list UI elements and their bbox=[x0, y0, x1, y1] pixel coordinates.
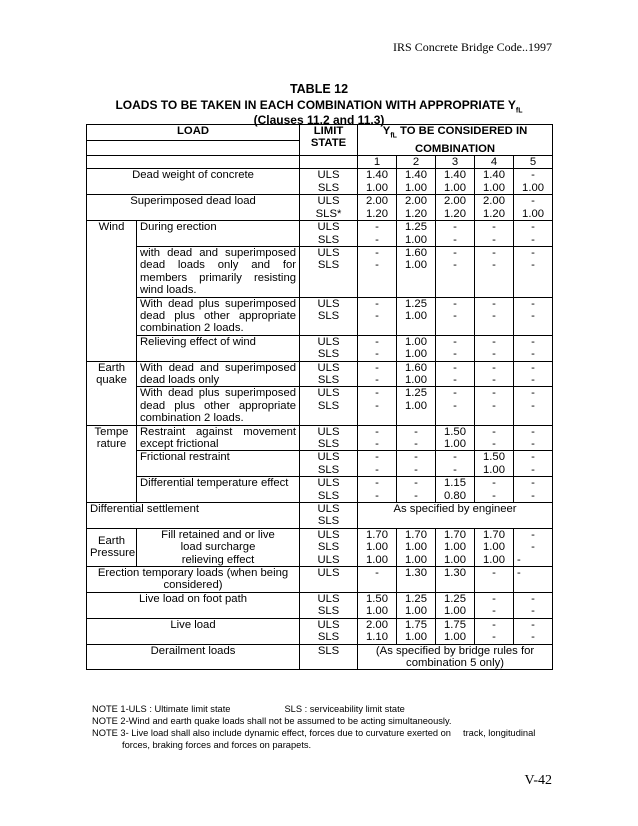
value-cell: 2.00 1.20 bbox=[358, 195, 397, 221]
table-row bbox=[87, 503, 553, 529]
loads-table bbox=[86, 124, 553, 670]
table-row bbox=[87, 528, 553, 553]
value-cell: 1.00 bbox=[475, 554, 514, 567]
table-row bbox=[87, 477, 553, 503]
value-cell: 1.30 bbox=[436, 567, 475, 593]
value-cell: 1.30 bbox=[397, 567, 436, 593]
value-cell: - bbox=[475, 567, 514, 593]
value-cell: 1.70 1.00 bbox=[475, 528, 514, 553]
value-cell: 1.50 1.00 bbox=[475, 451, 514, 477]
load-label: Derailment loads bbox=[87, 644, 300, 670]
table-row bbox=[87, 567, 553, 593]
value-cell: 2.00 1.20 bbox=[436, 195, 475, 221]
value-cell: - - bbox=[436, 335, 475, 361]
value-cell: - - bbox=[514, 425, 553, 451]
value-cell: 1.50 1.00 bbox=[436, 425, 475, 451]
table-row bbox=[87, 246, 553, 297]
table-row bbox=[87, 592, 553, 618]
load-label: Dead weight of concrete bbox=[87, 169, 300, 195]
table-subtitle: LOADS TO BE TAKEN IN EACH COMBINATION WITH APPROPRIATE $Y_{fL}$ bbox=[115, 98, 523, 115]
value-cell: - 1.00 bbox=[514, 169, 553, 195]
value-cell: - - bbox=[514, 618, 553, 644]
table-row bbox=[87, 221, 553, 247]
load-label: Live load on foot path bbox=[87, 592, 300, 618]
value-cell: - - bbox=[475, 297, 514, 335]
page-header: IRS Concrete Bridge Code..1997 bbox=[393, 40, 552, 54]
table-row bbox=[87, 169, 553, 195]
value-cell: 2.00 1.20 bbox=[397, 195, 436, 221]
combination-2: 2 bbox=[397, 156, 436, 169]
value-cell: - - bbox=[358, 477, 397, 503]
notes bbox=[92, 703, 552, 751]
value-cell: - - bbox=[436, 387, 475, 425]
combination-number-row bbox=[87, 156, 553, 169]
group-earthquake: Earth quake bbox=[87, 361, 137, 425]
value-cell: - - bbox=[475, 477, 514, 503]
load-label: Differential temperature effect bbox=[137, 477, 300, 503]
value-cell: 1.75 1.00 bbox=[397, 618, 436, 644]
load-header: LOAD bbox=[87, 125, 300, 141]
value-cell: - - bbox=[397, 477, 436, 503]
value-cell: - - bbox=[475, 592, 514, 618]
group-temperature: Tempe rature bbox=[87, 425, 137, 502]
load-label: During erection bbox=[137, 221, 300, 247]
value-cell: 1.25 1.00 bbox=[397, 592, 436, 618]
value-cell: 1.70 1.00 bbox=[397, 528, 436, 553]
group-earth-pressure: Earth Pressure bbox=[87, 528, 137, 566]
combination-1: 1 bbox=[358, 156, 397, 169]
combination-3: 3 bbox=[436, 156, 475, 169]
load-label: Restraint against movement except frictional bbox=[137, 425, 300, 451]
limit-state: ULS SLS bbox=[300, 246, 358, 297]
value-cell: 1.00 1.00 bbox=[397, 335, 436, 361]
load-label: With dead plus superimposed dead plus other appropriate combination 2 loads. bbox=[137, 297, 300, 335]
header-row bbox=[87, 125, 553, 141]
value-cell: 1.60 1.00 bbox=[397, 246, 436, 297]
limit-state: ULS SLS* bbox=[300, 195, 358, 221]
table-row bbox=[87, 387, 553, 425]
limit-state: ULS SLS bbox=[300, 297, 358, 335]
table-row bbox=[87, 335, 553, 361]
table-row bbox=[87, 451, 553, 477]
table-row bbox=[87, 644, 553, 670]
value-cell: - - bbox=[358, 387, 397, 425]
value-cell: - - bbox=[436, 361, 475, 387]
limit-state: ULS SLS bbox=[300, 361, 358, 387]
value-cell: 1.00 bbox=[397, 554, 436, 567]
value-cell: - - bbox=[397, 425, 436, 451]
value-cell: - - bbox=[358, 297, 397, 335]
limit-state-header: LIMIT STATE bbox=[300, 125, 358, 156]
value-cell: 1.40 1.00 bbox=[475, 169, 514, 195]
value-cell: - - bbox=[475, 425, 514, 451]
limit-state: ULS SLS bbox=[300, 592, 358, 618]
load-label: Relieving effect of wind bbox=[137, 335, 300, 361]
load-header-blank bbox=[87, 140, 300, 156]
value-cell: 1.25 1.00 bbox=[397, 297, 436, 335]
value-cell: - - bbox=[436, 297, 475, 335]
value-cell: 1.75 1.00 bbox=[436, 618, 475, 644]
value-cell: - - bbox=[514, 477, 553, 503]
value-cell: - - bbox=[475, 361, 514, 387]
limit-state: ULS bbox=[300, 567, 358, 593]
value-cell: - bbox=[514, 567, 553, 593]
value-cell: - - bbox=[514, 335, 553, 361]
value-cell: 1.25 1.00 bbox=[436, 592, 475, 618]
value-cell: 1.00 bbox=[436, 554, 475, 567]
value-cell: - - bbox=[475, 387, 514, 425]
note-3: NOTE 3- Live load shall also include dynamic effect, forces due to curvature exerted on track, longitudinal bbox=[92, 728, 536, 738]
value-cell: - - bbox=[358, 246, 397, 297]
load-label: Erection temporary loads (when being considered) bbox=[87, 567, 300, 593]
load-label: Fill retained and or live load surcharge bbox=[137, 528, 300, 553]
limit-state: ULS SLS bbox=[300, 503, 358, 529]
load-label: Live load bbox=[87, 618, 300, 644]
limit-state: ULS SLS bbox=[300, 451, 358, 477]
value-cell: - - bbox=[514, 451, 553, 477]
limit-state: SLS bbox=[300, 644, 358, 670]
value-cell: - - bbox=[436, 451, 475, 477]
value-cell: - - bbox=[358, 451, 397, 477]
limit-state: ULS SLS bbox=[300, 425, 358, 451]
value-cell: - - bbox=[358, 361, 397, 387]
combination-5: 5 bbox=[514, 156, 553, 169]
value-cell: 1.25 1.00 bbox=[397, 387, 436, 425]
limit-state: ULS SLS bbox=[300, 387, 358, 425]
table-row bbox=[87, 618, 553, 644]
load-label: Differential settlement bbox=[87, 503, 300, 529]
value-cell: - - bbox=[358, 425, 397, 451]
table-row bbox=[87, 361, 553, 387]
note-3-continued: forces, braking forces and forces on parapets. bbox=[122, 740, 312, 750]
value-cell: - - bbox=[358, 335, 397, 361]
value-cell: - - bbox=[475, 246, 514, 297]
value-cell: - - bbox=[514, 246, 553, 297]
value-cell: - - bbox=[514, 592, 553, 618]
value-cell: - - bbox=[514, 528, 553, 553]
limit-state: ULS SLS bbox=[300, 335, 358, 361]
combination-4: 4 bbox=[475, 156, 514, 169]
gamma-header: $Y_{fL}$ TO BE CONSIDERED IN COMBINATION bbox=[358, 125, 553, 156]
value-cell: 1.40 1.00 bbox=[397, 169, 436, 195]
value-cell: - - bbox=[475, 221, 514, 247]
value-cell: 1.15 0.80 bbox=[436, 477, 475, 503]
value-cell: - - bbox=[514, 297, 553, 335]
value-cell: - - bbox=[436, 246, 475, 297]
load-label: Superimposed dead load bbox=[87, 195, 300, 221]
load-label: relieving effect bbox=[137, 554, 300, 567]
table-row bbox=[87, 195, 553, 221]
span-note: As specified by engineer bbox=[358, 503, 553, 529]
value-cell: 1.50 1.00 bbox=[358, 592, 397, 618]
note-1: NOTE 1-ULS : Ultimate limit state SLS : serviceability limit state bbox=[92, 704, 405, 714]
limit-state: ULS SLS bbox=[300, 169, 358, 195]
table-row bbox=[87, 297, 553, 335]
value-cell: - - bbox=[514, 221, 553, 247]
limit-state: ULS SLS bbox=[300, 221, 358, 247]
value-cell: 1.40 1.00 bbox=[358, 169, 397, 195]
clauses-reference: (Clauses 11.2 and 11.3) bbox=[253, 113, 385, 127]
value-cell: 1.70 1.00 bbox=[358, 528, 397, 553]
limit-state: ULS SLS bbox=[300, 618, 358, 644]
value-cell: - - bbox=[397, 451, 436, 477]
table-row bbox=[87, 554, 553, 567]
span-note: (As specified by bridge rules for combination 5 only) bbox=[358, 644, 553, 670]
limit-state: ULS bbox=[300, 554, 358, 567]
table-row bbox=[87, 425, 553, 451]
combination-blank-state bbox=[300, 156, 358, 169]
value-cell: - - bbox=[514, 361, 553, 387]
combination-blank bbox=[87, 156, 300, 169]
load-label: With dead plus superimposed dead plus other appropriate combination 2 loads. bbox=[137, 387, 300, 425]
value-cell: - bbox=[358, 567, 397, 593]
load-label: Frictional restraint bbox=[137, 451, 300, 477]
limit-state: ULS SLS bbox=[300, 528, 358, 553]
note-2: NOTE 2-Wind and earth quake loads shall not be assumed to be acting simultaneously. bbox=[92, 716, 452, 726]
value-cell: - - bbox=[475, 618, 514, 644]
value-cell: - - bbox=[358, 221, 397, 247]
value-cell: - bbox=[514, 554, 553, 567]
limit-state: ULS SLS bbox=[300, 477, 358, 503]
load-label: with dead and superimposed dead loads only and for members primarily resisting wind loads. bbox=[137, 246, 300, 297]
value-cell: 1.70 1.00 bbox=[436, 528, 475, 553]
value-cell: - 1.00 bbox=[514, 195, 553, 221]
table-title: TABLE 12 bbox=[289, 82, 349, 96]
value-cell: 1.60 1.00 bbox=[397, 361, 436, 387]
load-label: With dead and superimposed dead loads only bbox=[137, 361, 300, 387]
value-cell: - - bbox=[514, 387, 553, 425]
value-cell: 1.40 1.00 bbox=[436, 169, 475, 195]
page-number: V-42 bbox=[524, 773, 552, 788]
group-wind: Wind bbox=[87, 221, 137, 361]
value-cell: 1.00 bbox=[358, 554, 397, 567]
value-cell: 2.00 1.20 bbox=[475, 195, 514, 221]
value-cell: 2.00 1.10 bbox=[358, 618, 397, 644]
value-cell: 1.25 1.00 bbox=[397, 221, 436, 247]
value-cell: - - bbox=[436, 221, 475, 247]
value-cell: - - bbox=[475, 335, 514, 361]
